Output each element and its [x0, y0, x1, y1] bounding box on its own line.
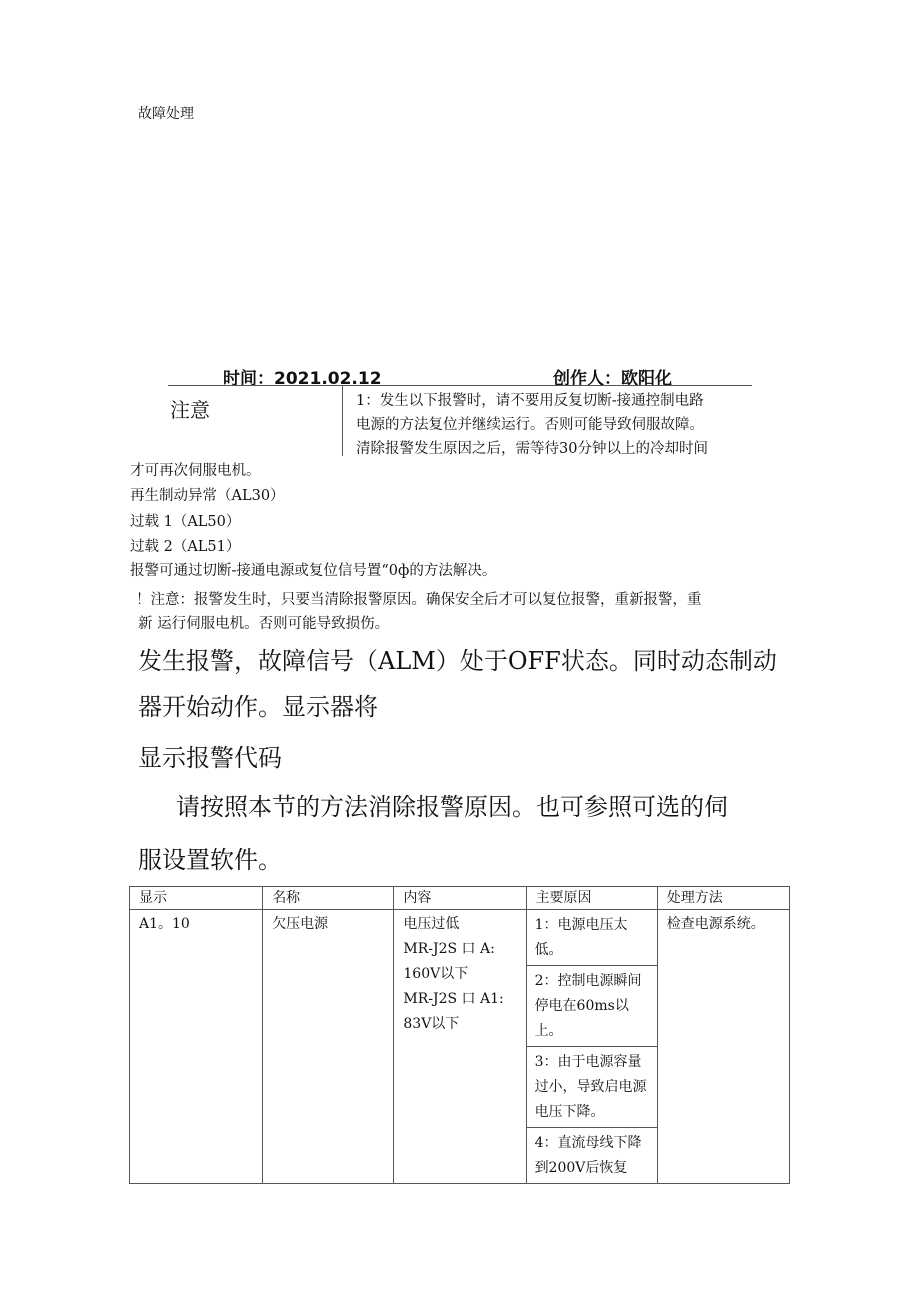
big-text-line-2: 器开始动作。显示器将	[138, 693, 378, 721]
header-action: 处理方法	[657, 887, 789, 910]
cause-item: 2：控制电源瞬间停电在60ms以 上。	[527, 966, 657, 1047]
cell-name: 欠压电源	[263, 910, 394, 1184]
page-header-title: 故障处理	[138, 106, 194, 122]
cause-item: 4：直流母线下降到200V后恢复	[534, 1135, 642, 1176]
body-line-overload-1: 过载 1（AL50）	[130, 514, 241, 530]
table-header-row	[130, 887, 790, 910]
notice-line-1: 1：发生以下报警时，请不要用反复切断-接通控制电路	[356, 393, 704, 409]
content-line: 电压过低	[403, 916, 460, 932]
alarm-table	[129, 886, 790, 1184]
content-line: 160V以下	[403, 966, 469, 982]
header-name: 名称	[263, 887, 394, 910]
cause-item: 3：由于电源容量过小，导致启电源电压下降。	[527, 1047, 657, 1128]
header-main-cause: 主要原因	[526, 887, 657, 910]
document-time: 时间：2021.02.12	[223, 369, 382, 389]
content-line: 83V以下	[403, 1016, 460, 1032]
body-line-reset-method: 报警可通过切断-接通电源或复位信号置“0ф的方法解决。	[130, 563, 497, 579]
body-line-overload-2: 过载 2（AL51）	[130, 539, 241, 555]
notice-label: 注意	[170, 398, 210, 422]
big-text-line-1: 发生报警，故障信号（ALM）处于OFF状态。同时动态制动	[138, 647, 777, 675]
header-content: 内容	[394, 887, 526, 910]
cell-action: 检查电源系统。	[657, 910, 789, 1184]
body-line-regen-alarm: 再生制动异常（AL30）	[130, 488, 285, 504]
warning-line-2: 新 运行伺服电机。否则可能导致损伤。	[138, 616, 390, 632]
body-line-1: 才可再次伺服电机。	[130, 463, 261, 479]
cell-content	[394, 910, 526, 1184]
warning-line-1: ！注意：报警发生时，只要当清除报警原因。确保安全后才可以复位报警，重新报警，重	[136, 592, 702, 608]
table-row	[130, 910, 790, 1184]
document-author: 创作人：欧阳化	[553, 369, 672, 389]
notice-divider	[342, 386, 343, 456]
big-text-line-5: 服设置软件。	[138, 846, 282, 874]
notice-line-3: 清除报警发生原因之后，需等待30分钟以上的冷却时间	[356, 441, 708, 457]
content-line: MR-J2S 口 A:	[403, 941, 495, 957]
header-display: 显示	[130, 887, 263, 910]
big-text-line-3: 显示报警代码	[138, 744, 282, 772]
notice-line-2: 电源的方法复位并继续运行。否则可能导致伺服故障。	[356, 417, 704, 433]
cause-item: 1：电源电压太低。	[527, 910, 657, 966]
cell-causes	[526, 910, 657, 1184]
big-text-line-4: 请按照本节的方法消除报警原因。也可参照可选的伺	[176, 793, 728, 821]
notice-top-rule	[168, 385, 752, 386]
content-line: MR-J2S 口 A1:	[403, 991, 504, 1007]
cell-code: A1。10	[130, 910, 263, 1184]
